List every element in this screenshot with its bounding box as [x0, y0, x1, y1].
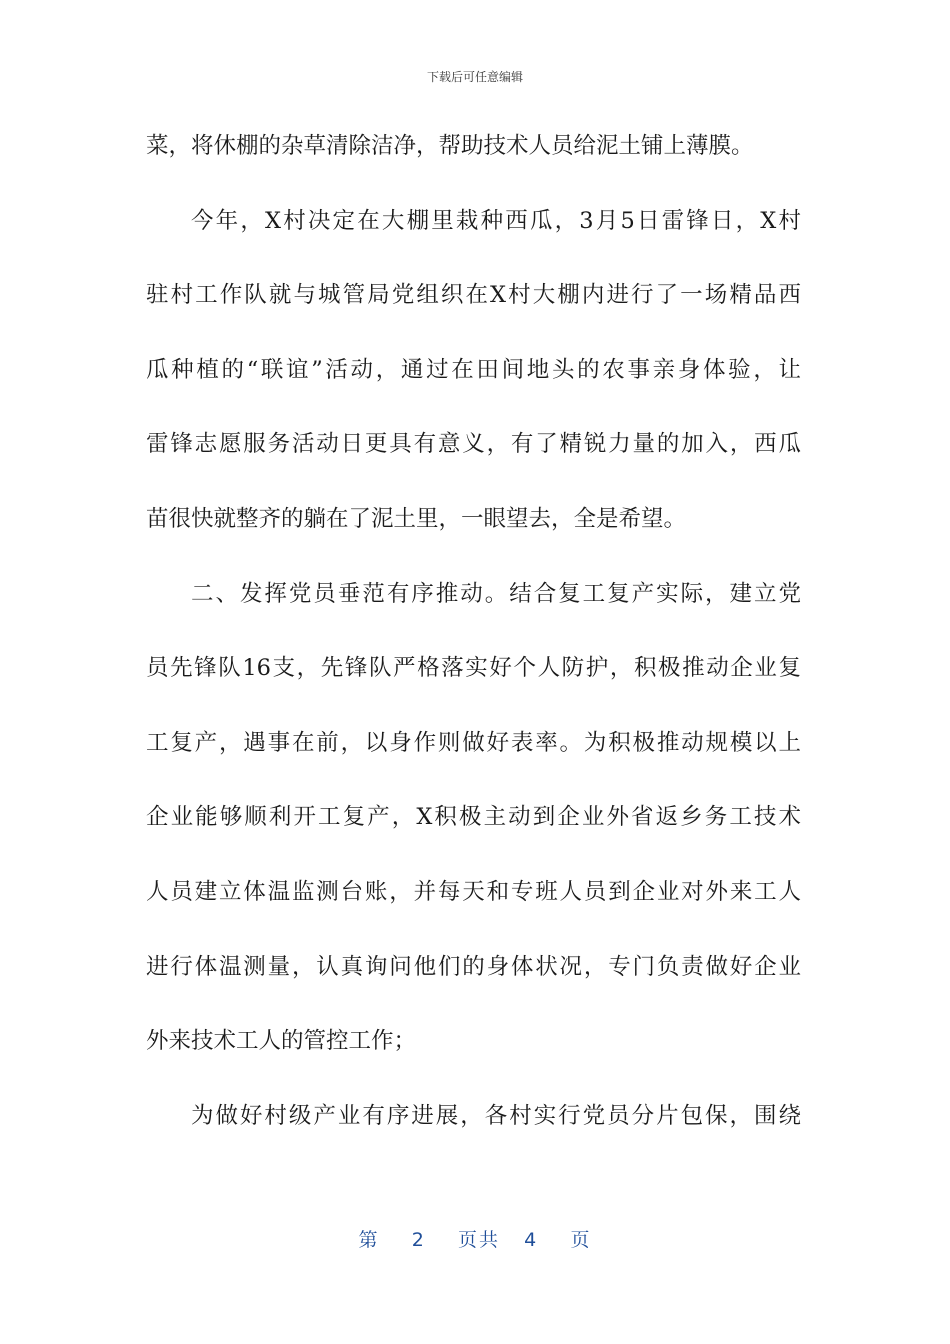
text-line: 人员建立体温监测台账，并每天和专班人员到企业对外来工人	[146, 878, 801, 905]
page-label-prefix: 第	[358, 1229, 380, 1251]
page-footer	[0, 1225, 950, 1252]
text-line: 企业能够顺利开工复产，X积极主动到企业外省返乡务工技术	[146, 804, 801, 831]
page-label-mid: 页共	[458, 1229, 501, 1251]
page-label-suffix: 页	[570, 1229, 592, 1251]
text-line: 瓜种植的“联谊”活动，通过在田间地头的农事亲身体验，让	[146, 356, 801, 383]
text-line: 驻村工作队就与城管局党组织在X村大棚内进行了一场精品西	[146, 282, 801, 309]
text-line: 外来技术工人的管控工作；	[146, 1028, 417, 1055]
page-total: 4	[524, 1229, 539, 1251]
text-line: 菜，将休棚的杂草清除洁净，帮助技术人员给泥土铺上薄膜。	[146, 133, 754, 159]
text-line: 工复产，遇事在前，以身作则做好表率。为积极推动规模以上	[146, 729, 801, 756]
header-note: 下载后可任意编辑	[426, 70, 523, 84]
page-current: 2	[411, 1229, 426, 1251]
text-line: 为做好村级产业有序进展，各村实行党员分片包保，围绕	[191, 1102, 801, 1129]
text-line: 二、发挥党员垂范有序推动。结合复工复产实际，建立党	[191, 580, 801, 607]
text-line: 雷锋志愿服务活动日更具有意义，有了精锐力量的加入，西瓜	[146, 431, 801, 458]
document-body	[146, 121, 801, 1165]
text-line: 员先锋队16支，先锋队严格落实好个人防护，积极推动企业复	[146, 655, 801, 682]
text-line: 今年，X村决定在大棚里栽种西瓜，3月5日雷锋日，X村	[191, 207, 801, 234]
text-line: 苗很快就整齐的躺在了泥土里，一眼望去，全是希望。	[146, 505, 687, 532]
text-line: 进行体温测量，认真询问他们的身体状况，专门负责做好企业	[146, 953, 801, 980]
